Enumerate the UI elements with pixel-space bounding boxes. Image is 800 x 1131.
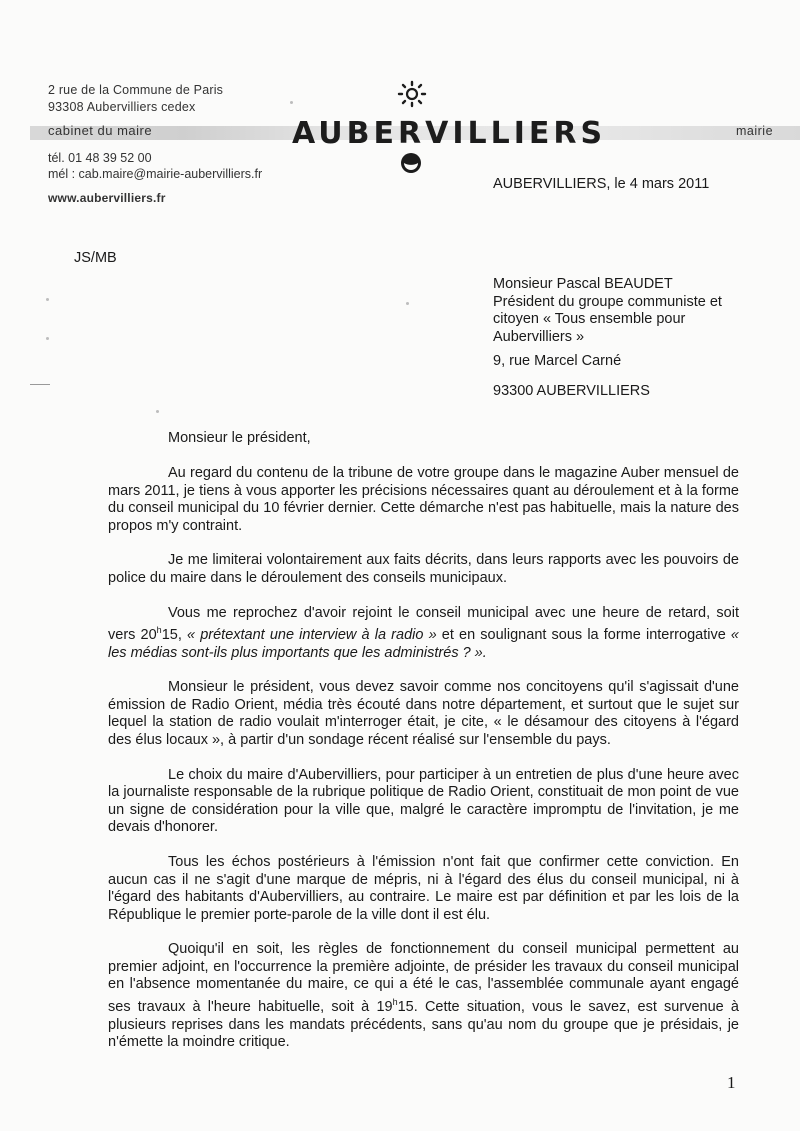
mairie-label: mairie (736, 124, 774, 138)
letter-body (108, 465, 739, 1069)
scan-mark (30, 384, 50, 385)
paragraph: Monsieur le président, vous devez savoir comme nos concitoyens qu'il s'agissait d'une émission de Radio Orient, média très écouté dans notre département, et surtout que le sujet sur lequel la station de radio voulait m'interroger était, je cite, « le désamour des citoyens à l'égard des élus locaux », à partir d'un sondage récent réalisé sur l'ensemble du pays. (108, 679, 739, 748)
sender-address (48, 82, 223, 116)
scan-speck (290, 101, 293, 104)
paragraph: Le choix du maire d'Aubervilliers, pour participer à un entretien de plus d'une heure avec la journaliste responsable de la rubrique politique de Radio Orient, constituait de mon point de vue un signe de considération pour la ville que, malgré le caractère impromptu de l'invitation, je me devais d'honorer. (108, 766, 739, 836)
quote: « prétextant une interview à la radio » (187, 626, 437, 643)
paragraph: Tous les échos postérieurs à l'émission n'ont fait que confirmer cette conviction. En aucun cas il ne s'agit d'une marque de mépris, ni à l'égard des élus du conseil municipal, ni à l'égard des habitants d'Aubervilliers, au contraire. Le maire est par définition et par les lois de la République le premier porte-parole de la ville dont il est élu. (108, 853, 739, 923)
reference-code: JS/MB (74, 250, 117, 266)
website-link[interactable]: www.aubervilliers.fr (48, 191, 166, 205)
recipient-title: Président du groupe communiste et (493, 293, 722, 310)
sun-logo-icon (396, 80, 428, 108)
recipient-block (493, 276, 722, 400)
scan-speck (46, 298, 49, 301)
paragraph (108, 605, 739, 663)
quote: « les médias sont-ils plus importants que les administrés ? ». (108, 626, 739, 661)
page-number: 1 (727, 1073, 736, 1092)
scan-speck (46, 337, 49, 340)
recipient-name: Monsieur Pascal BEAUDET (493, 276, 673, 292)
recipient-street: 9, rue Marcel Carné (493, 353, 622, 369)
recipient-city: 93300 AUBERVILLIERS (493, 382, 650, 399)
text-span: 15, (161, 626, 187, 643)
scan-speck (406, 302, 409, 305)
city-logo-wordmark: AUBERVILLIERS (292, 116, 607, 151)
paragraph: Au regard du contenu de la tribune de votre groupe dans le magazine Auber mensuel de mars 2011, je tiens à vous apporter les précisions nécessaires quant au déroulement et à la forme du conseil municipal du 10 février dernier. Cette démarche n'est pas habituelle, mais la nature des propos m'y contraint. (108, 465, 739, 534)
email-address: mél : cab.maire@mairie-aubervilliers.fr (48, 167, 263, 181)
scan-speck (156, 410, 159, 413)
salutation: Monsieur le président, (168, 430, 311, 446)
contact-block (48, 150, 262, 182)
text-span: Quoiqu'il en soit, les règles de fonctionnement du conseil municipal permettent au premier adjoint, en l'occurrence la première adjointe, de présider les travaux du conseil municipal en l'absence momentanée du maire, ce qui a été le cas, l'assemblée communale ayant engagé ses travaux à l'heure habituelle, soit à 19 (108, 941, 739, 1015)
recipient-title: Aubervilliers » (493, 328, 585, 345)
text-span: Vous me reprochez d'avoir rejoint le conseil municipal avec une heure de retard, soit vers 20 (108, 604, 739, 643)
superscript: h (156, 625, 162, 636)
phone-number: tél. 01 48 39 52 00 (48, 151, 152, 165)
superscript: h (392, 997, 398, 1008)
text-span: 15. Cette situation, vous le savez, est survenue à plusieurs reprises dans les mandats précédents, sans qu'au nom du groupe que je présidais, je n'émette la moindre critique. (108, 998, 739, 1051)
recipient-title: citoyen « Tous ensemble pour (493, 311, 686, 327)
moon-logo-icon (400, 152, 422, 174)
department-label: cabinet du maire (48, 123, 153, 138)
address-line: 93308 Aubervilliers cedex (48, 100, 196, 114)
address-line: 2 rue de la Commune de Paris (48, 83, 224, 97)
text-span: et en soulignant sous la forme interrogative (436, 626, 731, 643)
place-date: AUBERVILLIERS, le 4 mars 2011 (493, 176, 710, 192)
paragraph: Je me limiterai volontairement aux faits décrits, dans leurs rapports avec les pouvoirs de police du maire dans le déroulement des conseils municipaux. (108, 552, 739, 586)
paragraph (108, 941, 739, 1051)
